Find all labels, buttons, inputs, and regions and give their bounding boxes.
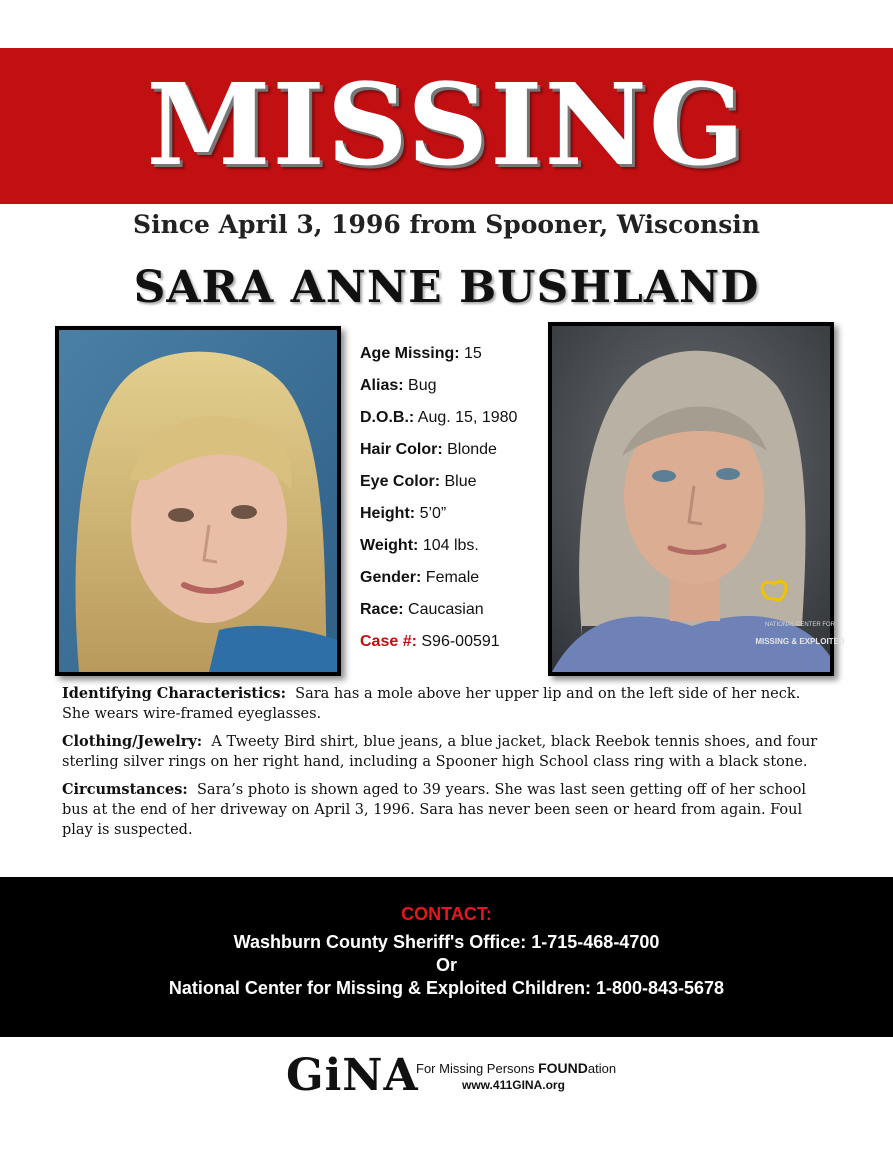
circumstances: Circumstances: Sara’s photo is shown aged to 39 years. She was last seen getting off of her school bus at the end of her driveway on April 3, 1996. Sara has never been seen or heard from again. Foul play is suspected. xyxy=(62,781,806,838)
fact-weight: Weight: 104 lbs. xyxy=(360,537,479,554)
fact-height: Height: 5’0” xyxy=(360,505,447,522)
fact-hair-color: Hair Color: Blonde xyxy=(360,441,497,458)
since-date-location: Since April 3, 1996 from Spooner, Wisconsin xyxy=(133,210,760,239)
portrait-young-image xyxy=(59,330,337,672)
gina-tagline: For Missing Persons FOUNDation xyxy=(416,1060,617,1076)
watermark: MISSING & EXPLOITED xyxy=(755,637,845,646)
fact-alias: Alias: Bug xyxy=(360,377,437,394)
fact-case-number: Case #: S96-00591 xyxy=(360,633,500,650)
contact-ncmec: National Center for Missing & Exploited Children: 1-800-843-5678 xyxy=(168,978,725,998)
person-name: SARA ANNE BUSHLAND xyxy=(133,262,760,313)
fact-dob: D.O.B.: Aug. 15, 1980 xyxy=(360,409,518,426)
fact-race: Race: Caucasian xyxy=(360,601,484,618)
gina-footer xyxy=(286,1052,646,1100)
gina-text xyxy=(416,1060,616,1092)
watermark-small: NATIONAL CENTER FOR xyxy=(764,622,836,628)
missing-title: MISSING xyxy=(146,60,747,191)
photo-age-15 xyxy=(55,326,341,676)
identifying-characteristics: Identifying Characteristics: Sara has a mole above her upper lip and on the left side of her neck. She wears wire-framed eyeglasses. xyxy=(62,685,801,722)
contact-or: Or xyxy=(435,955,457,975)
photo-age-progressed xyxy=(548,322,845,676)
contact-heading: CONTACT: xyxy=(401,904,492,924)
gina-logo: GiNA xyxy=(286,1050,419,1101)
fact-eye-color: Eye Color: Blue xyxy=(360,473,477,490)
fact-gender: Gender: Female xyxy=(360,569,480,586)
fact-age-missing: Age Missing: 15 xyxy=(360,345,482,362)
contact-sheriff: Washburn County Sheriff's Office: 1-715-468-4700 xyxy=(233,932,660,952)
clothing-jewelry: Clothing/Jewelry: A Tweety Bird shirt, blue jeans, a blue jacket, black Reebok tennis shoes, and four sterling silver rings on her right hand, including a Spooner high School class ring with a black stone. xyxy=(62,733,818,770)
details-section xyxy=(62,684,822,848)
portrait-aged-image xyxy=(552,326,845,672)
contact-section xyxy=(0,877,893,1037)
gina-website-link[interactable]: www.411GINA.org xyxy=(462,1078,565,1092)
missing-banner xyxy=(0,48,893,204)
fact-list xyxy=(360,344,545,664)
